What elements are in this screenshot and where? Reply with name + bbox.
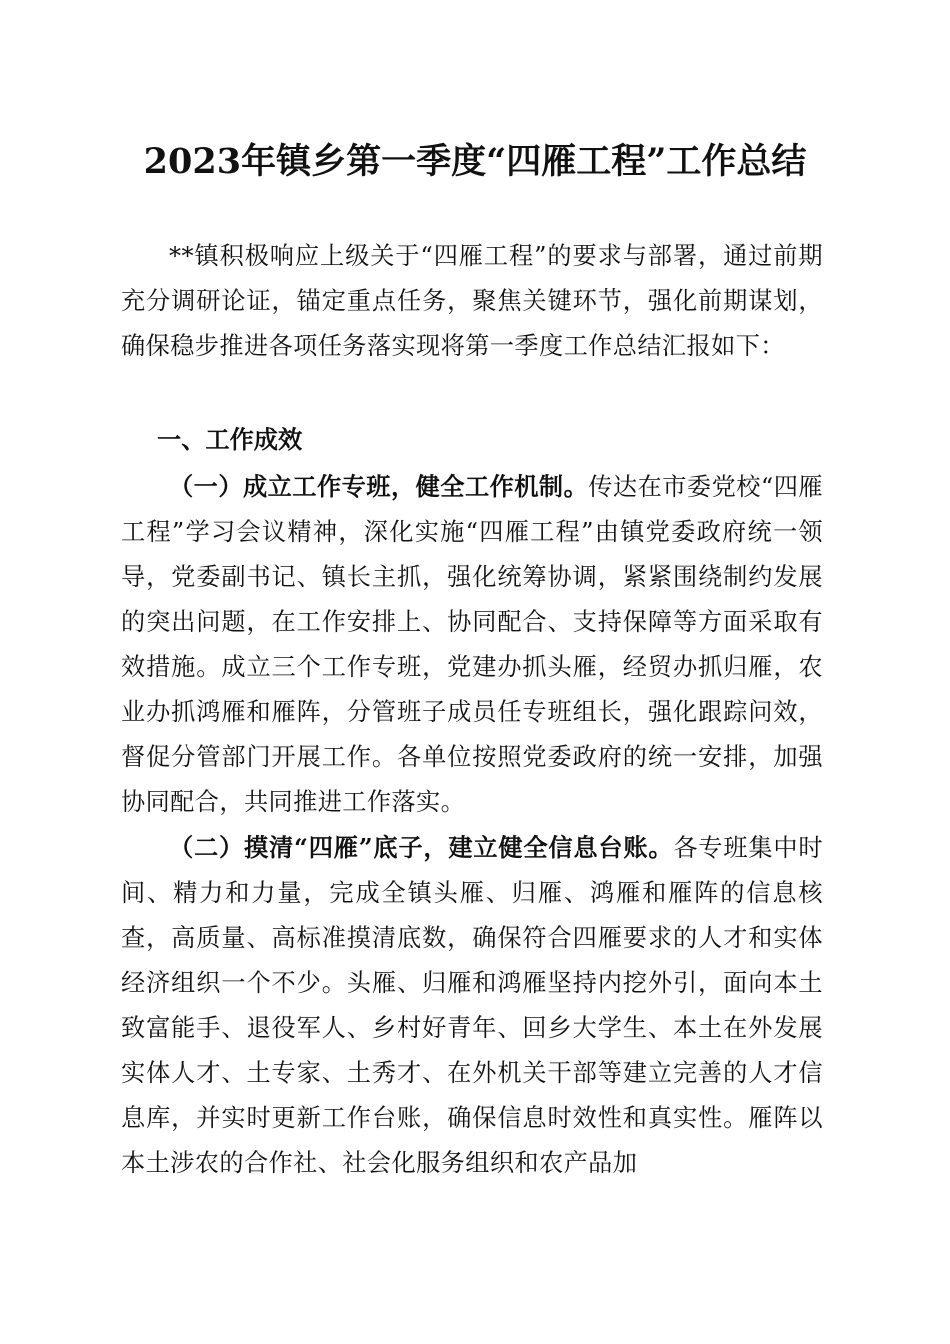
item-1-text: 传达在市委党校“四雁工程”学习会议精神，深化实施“四雁工程”由镇党委政府统一领导，党委副书记、镇长主抓，强化统筹协调，紧紧围绕制约发展的突出问题，在工作安排上、协同配合、支持保障等方面采取有效措施。成立三个工作专班，党建办抓头雁，经贸办抓归雁，农业办抓鸿雁和雁阵，分管班子成员任专班组长，强化跟踪问效，督促分管部门开展工作。各单位按照党委政府的统一安排，加强协同配合，共同推进工作落实。: [121, 473, 823, 816]
section-heading-work-results: 一、工作成效: [157, 426, 303, 454]
paragraph-item-1: [121, 464, 823, 825]
document-title: 2023年镇乡第一季度“四雁工程”工作总结: [143, 141, 807, 182]
paragraph-item-2: [121, 825, 823, 1186]
item-2-lead: （二）摸清“四雁”底子，建立健全信息台账。: [169, 833, 674, 862]
item-1-lead: （一）成立工作专班，健全工作机制。: [169, 472, 589, 501]
item-2-text: 各专班集中时间、精力和力量，完成全镇头雁、归雁、鸿雁和雁阵的信息核查，高质量、高标准摸清底数，确保符合四雁要求的人才和实体经济组织一个不少。头雁、归雁和鸿雁坚持内挖外引，面向本土致富能手、退役军人、乡村好青年、回乡大学生、本土在外发展实体人才、土专家、土秀才、在外机关干部等建立完善的人才信息库，并实时更新工作台账，确保信息时效性和真实性。雁阵以本土涉农的合作社、社会化服务组织和农产品加: [121, 834, 823, 1177]
document-body: [121, 234, 823, 1186]
intro-paragraph: **镇积极响应上级关于“四雁工程”的要求与部署，通过前期充分调研论证，锚定重点任务，聚焦关键环节，强化前期谋划，确保稳步推进各项任务落实现将第一季度工作总结汇报如下：: [121, 242, 823, 360]
